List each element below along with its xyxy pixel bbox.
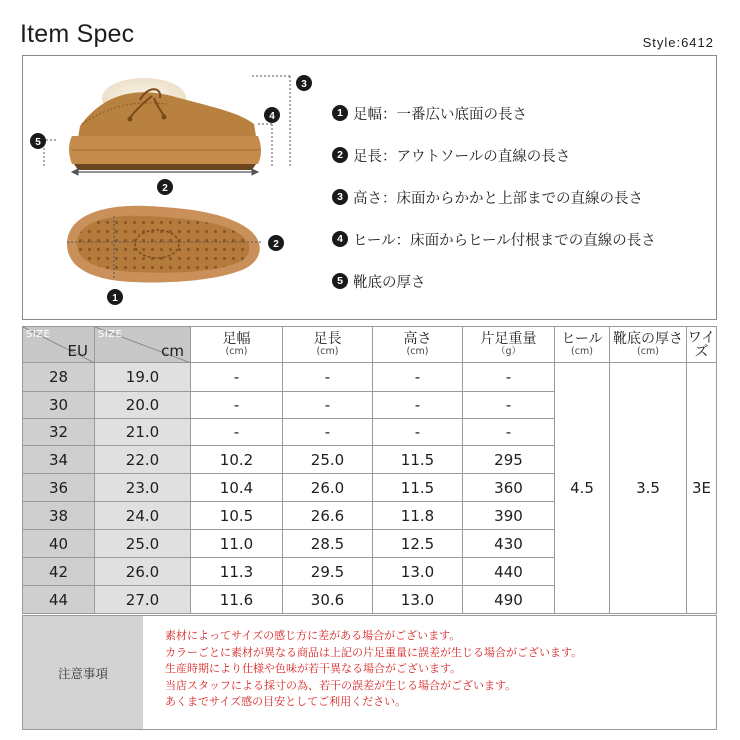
marker-3 <box>296 75 312 91</box>
marker-2-sole <box>268 235 284 251</box>
note-line: 素材によってサイズの感じ方に差がある場合がございます。 <box>165 629 461 642</box>
svg-text:1: 1 <box>112 293 118 304</box>
legend-text: 足幅：一番広い底面の長さ <box>353 106 527 123</box>
table-row: 36 23.0 10.4 26.0 11.5 360 <box>23 474 717 502</box>
svg-text:3: 3 <box>301 79 307 90</box>
col-header-length: 足長 (cm) <box>283 327 373 363</box>
number-2-icon: 2 <box>332 147 348 163</box>
size-eu-header <box>23 327 95 363</box>
marker-5 <box>30 133 46 149</box>
marker-4 <box>264 107 280 123</box>
shoe-side-view <box>69 78 261 170</box>
svg-text:5: 5 <box>35 137 41 148</box>
legend-item-foot-width <box>332 92 656 134</box>
eu-label: EU <box>67 342 88 360</box>
note-line: あくまでサイズ感の目安としてご利用ください。 <box>165 695 407 708</box>
size-label: SIZE <box>26 329 51 340</box>
wise-value: 3E <box>687 363 717 614</box>
legend-item-height <box>332 176 656 218</box>
table-row: 40 25.0 11.0 28.5 12.5 430 <box>23 530 717 558</box>
sole-value: 3.5 <box>610 363 687 614</box>
marker-1 <box>107 289 123 305</box>
page-title: Item Spec <box>20 20 135 48</box>
col-header-wise: ワイズ <box>687 327 717 363</box>
table-row: 38 24.0 10.5 26.6 11.8 390 <box>23 502 717 530</box>
number-1-icon: 1 <box>332 105 348 121</box>
shoe-sole-view <box>67 206 260 283</box>
table-row: 42 26.0 11.3 29.5 13.0 440 <box>23 558 717 586</box>
svg-text:4: 4 <box>269 111 275 122</box>
col-header-heel: ヒール (cm) <box>555 327 610 363</box>
size-label: SIZE <box>98 329 123 340</box>
col-header-width: 足幅 (cm) <box>191 327 283 363</box>
table-row: 34 22.0 10.2 25.0 11.5 295 <box>23 446 717 474</box>
col-header-sole: 靴底の厚さ (cm) <box>610 327 687 363</box>
legend-text: ヒール：床面からヒール付根までの直線の長さ <box>353 232 656 249</box>
table-row: 30 20.0 - - - - <box>23 392 717 419</box>
table-row: 28 19.0 - - - - 4.5 3.5 3E <box>23 363 717 392</box>
marker-2-side <box>157 179 173 195</box>
notes-box <box>22 615 717 730</box>
legend-item-foot-length <box>332 134 656 176</box>
cm-label: cm <box>161 342 184 360</box>
legend-text: 靴底の厚さ <box>353 274 426 291</box>
table-row: 32 21.0 - - - - <box>23 419 717 446</box>
shoe-diagram <box>22 56 322 316</box>
note-line: カラーごとに素材が異なる商品は上記の片足重量に誤差が生じる場合がございます。 <box>165 645 583 659</box>
style-number: Style:6412 <box>642 35 714 50</box>
col-header-weight: 片足重量 （g） <box>463 327 555 363</box>
measurement-legend <box>332 92 656 302</box>
svg-text:2: 2 <box>162 183 168 194</box>
note-line: 当店スタッフによる採寸の為、若干の誤差が生じる場合がございます。 <box>165 678 517 692</box>
legend-item-sole-thickness <box>332 260 656 302</box>
legend-text: 足長：アウトソールの直線の長さ <box>353 148 571 165</box>
svg-text:2: 2 <box>273 239 279 250</box>
legend-item-heel <box>332 218 656 260</box>
notes-body <box>143 616 716 729</box>
size-cm-header <box>95 327 191 363</box>
note-line: 生産時期により仕様や色味が若干異なる場合がございます。 <box>165 662 462 675</box>
table-row: 44 27.0 11.6 30.6 13.0 490 <box>23 586 717 614</box>
size-table <box>22 326 717 614</box>
notes-label: 注意事項 <box>23 616 143 729</box>
legend-text: 高さ：床面からかかと上部までの直線の長さ <box>353 190 643 207</box>
number-3-icon: 3 <box>332 189 348 205</box>
heel-value: 4.5 <box>555 363 610 614</box>
number-4-icon: 4 <box>332 231 348 247</box>
col-header-height: 高さ (cm) <box>373 327 463 363</box>
number-5-icon: 5 <box>332 273 348 289</box>
